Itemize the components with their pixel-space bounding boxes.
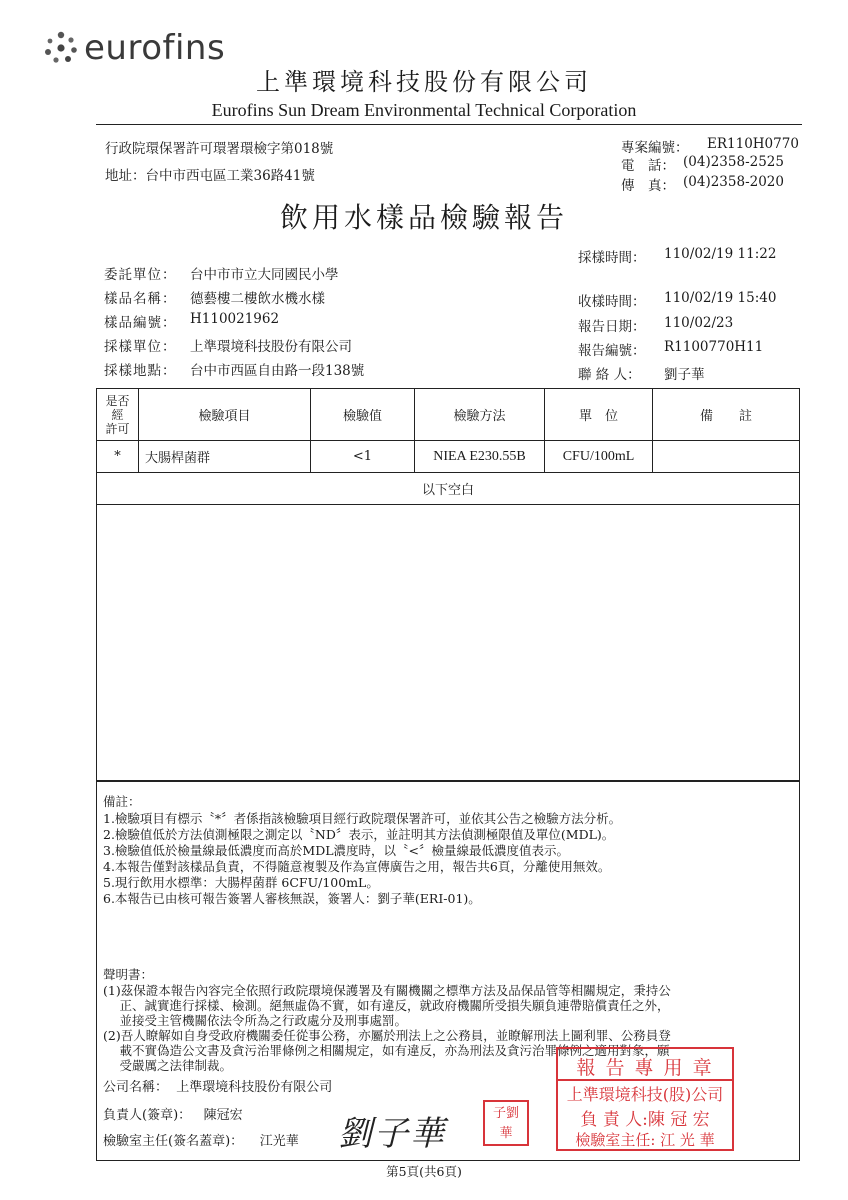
brand-name: eurofins xyxy=(84,28,226,68)
lab-head-value: 江光華 xyxy=(259,1134,299,1149)
report-no: R1100770H11 xyxy=(664,339,764,355)
report-stamp xyxy=(556,1047,734,1151)
tel-label: 電 話： xyxy=(621,158,675,174)
eurofins-dots-icon xyxy=(44,31,78,65)
received-time: 110/02/19 15:40 xyxy=(664,290,777,306)
statement-title: 聲明書： xyxy=(103,967,154,982)
header-permit-line: 經 xyxy=(111,407,124,422)
note-line: 6.本報告已由核可報告簽署人審核無誤，簽署人：劉子華(ERI-01)。 xyxy=(103,891,481,906)
header-permit-line: 是否 xyxy=(105,393,130,408)
project-no: ER110H0770 xyxy=(707,136,799,152)
table-row xyxy=(97,441,800,473)
sample-name: 德藝樓二樓飲水機水樣 xyxy=(190,291,325,307)
report-date-label: 報告日期： xyxy=(578,319,646,335)
header-method: 檢驗方法 xyxy=(415,389,545,441)
header-rule xyxy=(96,124,802,125)
license-no: 行政院環保署許可環署環檢字第018號 xyxy=(105,141,334,157)
results-table xyxy=(96,388,800,781)
note-line: 4.本報告僅對該樣品負責，不得隨意複製及作為宣傳廣告之用，報告共6頁，分離使用無效。 xyxy=(103,859,611,874)
lab-head-label: 檢驗室主任(簽名蓋章)： xyxy=(103,1134,244,1149)
sampling-time: 110/02/19 11:22 xyxy=(664,246,777,262)
table-header-row xyxy=(97,389,800,441)
project-no-label: 專案編號： xyxy=(621,140,689,156)
statement-line: 載不實偽造公文書及貪污治罪條例之相關規定，如有違反，亦為刑法及貪污治罪條例之適用對象，願 xyxy=(103,1043,670,1058)
owner-row xyxy=(103,1104,243,1123)
note-line: 5.現行飲用水標準：大腸桿菌群 6CFU/100mL。 xyxy=(103,875,379,890)
lab-head-row xyxy=(103,1130,299,1149)
report-title: 飲用水樣品檢驗報告 xyxy=(279,201,568,234)
received-time-label: 收樣時間： xyxy=(578,294,646,310)
sampler: 上準環境科技股份有限公司 xyxy=(190,339,352,355)
header-permit-line: 許可 xyxy=(105,421,130,436)
stamp-divider xyxy=(558,1079,732,1081)
site: 台中市西區自由路一段138號 xyxy=(190,363,365,379)
owner-label: 負責人(簽章)： xyxy=(103,1108,192,1123)
sampler-label: 採樣單位： xyxy=(104,339,177,355)
cell-remark xyxy=(653,441,800,473)
note-line: 2.檢驗值低於方法偵測極限之測定以〝ND〞表示，並註明其方法偵測極限值及單位(MDL)。 xyxy=(103,827,615,842)
personal-seal xyxy=(483,1100,529,1146)
company-value: 上準環境科技股份有限公司 xyxy=(176,1080,333,1095)
fax: (04)2358-2020 xyxy=(683,174,784,190)
header-remark: 備 註 xyxy=(653,389,800,441)
company-label xyxy=(103,1076,332,1095)
contact-label: 聯 絡 人： xyxy=(578,367,641,383)
empty-area xyxy=(97,505,800,781)
signature: 劉子華 xyxy=(338,1114,446,1154)
empty-area-row xyxy=(97,505,800,781)
sample-no: H110021962 xyxy=(190,311,280,327)
client: 台中市市立大同國民小學 xyxy=(190,267,339,283)
personal-seal-text: 子劉 華 xyxy=(492,1106,519,1141)
report-date: 110/02/23 xyxy=(664,315,734,331)
company-name-zh: 上準環境科技股份有限公司 xyxy=(256,68,592,96)
note-line: 1.檢驗項目有標示〝*〞者係指該檢驗項目經行政院環保署許可，並依其公告之檢驗方法分析。 xyxy=(103,811,622,826)
tel: (04)2358-2525 xyxy=(683,154,784,170)
note-line: 3.檢驗值低於檢量線最低濃度而高於MDL濃度時，以〝<〞檢量線最低濃度值表示。 xyxy=(103,843,570,858)
contact: 劉子華 xyxy=(664,367,705,383)
statement-line: 正、誠實進行採樣、檢測。絕無虛偽不實，如有違反，就政府機關所受損失願負連帶賠償責任之外， xyxy=(103,998,670,1013)
stamp-line2: 上準環境科技(股)公司 xyxy=(566,1085,724,1104)
sample-no-label: 樣品編號： xyxy=(104,315,177,331)
blank-note-row xyxy=(97,473,800,505)
fax-label: 傳 真： xyxy=(621,178,675,194)
header-item: 檢驗項目 xyxy=(139,389,311,441)
header-permit xyxy=(97,389,139,441)
client-label: 委託單位： xyxy=(104,267,177,283)
header-unit: 單 位 xyxy=(545,389,653,441)
address: 地址：台中市西屯區工業36路41號 xyxy=(105,168,315,184)
notes-title: 備註： xyxy=(103,794,141,809)
stamp-line4: 檢驗室主任: 江 光 華 xyxy=(575,1131,715,1149)
cell-value: <1 xyxy=(311,441,415,473)
company-name-en: Eurofins Sun Dream Environmental Technical Corporation xyxy=(211,100,637,120)
cell-permit: * xyxy=(97,441,139,473)
statement-line: 受嚴厲之法律制裁。 xyxy=(103,1058,232,1073)
cell-unit: CFU/100mL xyxy=(545,441,653,473)
cell-method: NIEA E230.55B xyxy=(415,441,545,473)
stamp-line1: 報 告 專 用 章 xyxy=(576,1057,714,1079)
cell-item: 大腸桿菌群 xyxy=(139,441,311,473)
header-value: 檢驗值 xyxy=(311,389,415,441)
report-no-label: 報告編號： xyxy=(578,343,646,359)
company-label-text: 公司名稱： xyxy=(103,1080,169,1095)
site-label: 採樣地點： xyxy=(104,363,177,379)
statement-line: (1)茲保證本報告內容完全依照行政院環境保護署及有關機關之標準方法及品保品管等相關規定，秉持公 xyxy=(103,983,671,998)
sampling-time-label: 採樣時間： xyxy=(578,250,646,266)
blank-note: 以下空白 xyxy=(97,473,800,505)
stamp-line3: 負 責 人:陳 冠 宏 xyxy=(580,1110,710,1130)
page-number: 第5頁(共6頁) xyxy=(386,1164,462,1179)
sample-name-label: 樣品名稱： xyxy=(104,291,177,307)
statement-line: 並接受主管機關依法令所為之行政處分及刑事處罰。 xyxy=(103,1013,407,1028)
statement-line: (2)吾人瞭解如自身受政府機關委任從事公務，亦屬於刑法上之公務員，並瞭解刑法上圖利罪、公務員登 xyxy=(103,1028,671,1043)
owner-value: 陳冠宏 xyxy=(203,1108,243,1123)
